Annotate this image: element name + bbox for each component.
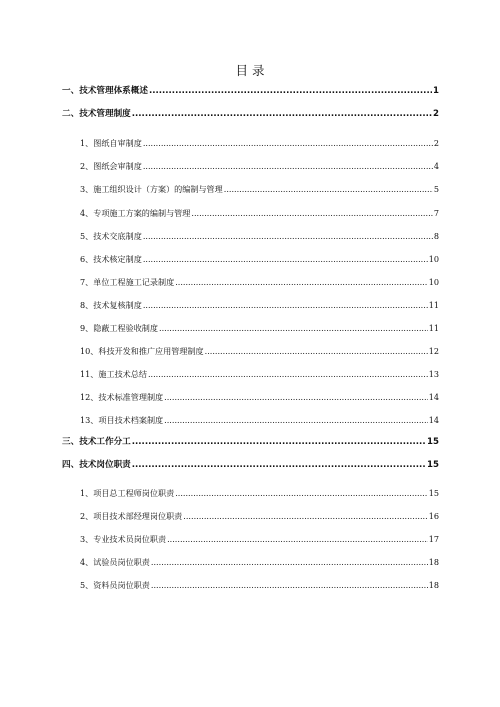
toc-entry[interactable] [80,300,439,311]
dot-leader [159,323,428,333]
toc-entry[interactable] [80,580,439,591]
toc-entry-page-number: 10 [428,277,439,287]
toc-entry-page-number: 2 [433,109,439,119]
toc-entry-label: 13、项目技术档案制度 [80,415,164,425]
dot-leader [164,415,428,425]
toc-entry-label: 3、专业技术员岗位职责 [80,534,167,544]
toc-entry-label: 5、资料员岗位职责 [80,580,150,590]
toc-entry-page-number: 16 [428,511,439,521]
toc-entry-label: 5、技术交底制度 [80,231,142,241]
toc-entry-label: 6、技术核定制度 [80,254,142,264]
toc-entry-page-number: 17 [428,534,439,544]
toc-entry-label: 1、图纸自审制度 [80,138,142,148]
toc-entry-label: 8、技术复核制度 [80,300,142,310]
toc-entry-label: 二、技术管理制度 [62,109,131,119]
dot-leader [148,369,428,379]
dot-leader [143,254,428,264]
toc-entry-label: 4、专项施工方案的编制与管理 [80,208,191,218]
toc-entry-page-number: 8 [433,231,439,241]
toc-entry-page-number: 15 [427,437,439,447]
toc-entry-label: 2、图纸会审制度 [80,161,142,171]
toc-entry[interactable] [62,458,439,470]
toc-entry-page-number: 4 [433,161,439,171]
toc-entry-page-number: 1 [433,86,439,96]
toc-entry-label: 3、施工组织设计（方案）的编制与管理 [80,184,223,194]
dot-leader [175,488,428,498]
toc-entry-page-number: 7 [433,208,439,218]
toc-title: 目 录 [235,63,265,78]
dot-leader [143,231,433,241]
toc-entry[interactable] [80,161,439,172]
toc-entry-page-number: 11 [428,300,439,310]
toc-entry-label: 三、技术工作分工 [62,437,131,447]
dot-leader [151,557,428,567]
toc-entry[interactable] [80,254,439,265]
toc-entry-label: 四、技术岗位职责 [62,460,131,470]
toc-entry-page-number: 12 [428,346,439,356]
toc-entry-page-number: 13 [428,369,439,379]
toc-entry[interactable] [80,138,439,149]
dot-leader [132,460,426,470]
toc-entry[interactable] [62,107,439,119]
toc-entry-page-number: 2 [433,138,439,148]
toc-entry[interactable] [80,534,439,545]
toc-entry-label: 一、技术管理体系概述 [62,86,148,96]
toc-entry-label: 11、施工技术总结 [80,369,147,379]
dot-leader [149,86,432,96]
toc-entry-label: 2、项目技术部经理岗位职责 [80,511,183,521]
toc-entry-page-number: 14 [428,392,439,402]
toc-entry[interactable] [80,392,439,403]
dot-leader [143,138,433,148]
toc-entry[interactable] [80,184,439,195]
toc-entry-page-number: 18 [428,557,439,567]
dot-leader [164,392,428,402]
toc-entry-label: 12、技术标准管理制度 [80,392,164,402]
toc-entry-label: 4、试验员岗位职责 [80,557,150,567]
dot-leader [183,511,427,521]
toc-entry[interactable] [80,277,439,288]
dot-leader [205,346,428,356]
toc-entry-page-number: 5 [433,184,439,194]
dot-leader [143,300,428,310]
toc-entry[interactable] [80,415,439,426]
toc-entry-page-number: 15 [427,460,439,470]
toc-entry-page-number: 14 [428,415,439,425]
toc-entry-label: 10、科技开发和推广应用管理制度 [80,346,204,356]
toc-entry[interactable] [80,557,439,568]
toc-entry[interactable] [80,323,439,334]
dot-leader [224,184,433,194]
toc-entry[interactable] [62,435,439,447]
toc-entry[interactable] [80,346,439,357]
toc-entry[interactable] [80,488,439,499]
toc-entry-page-number: 11 [428,323,439,333]
toc-entry[interactable] [80,369,439,380]
toc-entry[interactable] [62,84,439,96]
dot-leader [132,437,426,447]
toc-entry-label: 1、项目总工程师岗位职责 [80,488,175,498]
toc-entry-label: 9、隐蔽工程验收制度 [80,323,158,333]
toc-entry-page-number: 10 [428,254,439,264]
toc-entry-page-number: 15 [428,488,439,498]
dot-leader [132,109,432,119]
toc-entry[interactable] [80,511,439,522]
dot-leader [175,277,428,287]
toc-entry[interactable] [80,231,439,242]
toc-entry-label: 7、单位工程施工记录制度 [80,277,175,287]
dot-leader [151,580,428,590]
toc-entry[interactable] [80,208,439,219]
toc-entry-page-number: 18 [428,580,439,590]
dot-leader [191,208,432,218]
dot-leader [167,534,428,544]
dot-leader [143,161,433,171]
